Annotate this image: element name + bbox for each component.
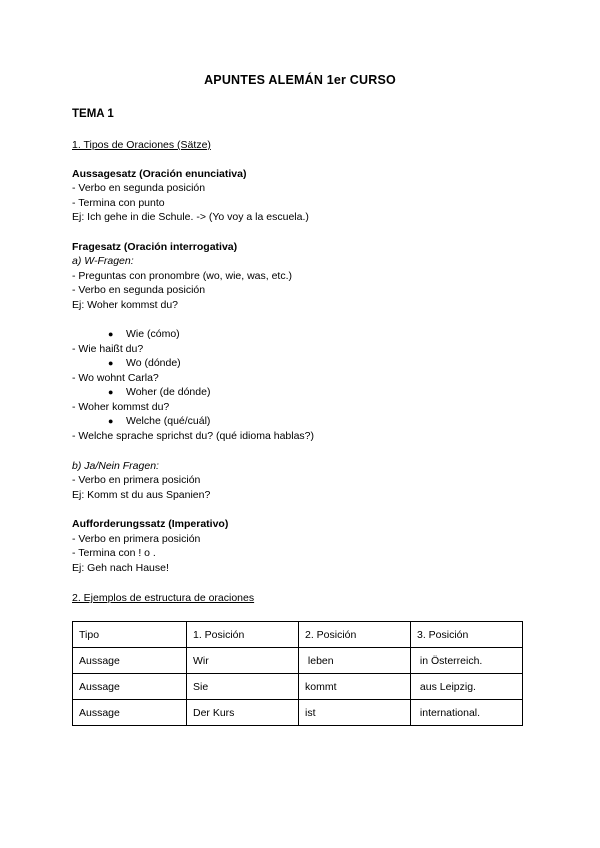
list-item: [108, 385, 210, 399]
table-cell: Aussage: [73, 674, 187, 700]
table-header-cell: 3. Posición: [411, 622, 523, 648]
list-item: [108, 327, 180, 341]
table-row: [73, 648, 523, 674]
table-cell: aus Leipzig.: [411, 674, 523, 700]
fragesatz-example: Ej: Komm st du aus Spanien?: [72, 489, 211, 501]
fragesatz-example: - Welche sprache sprichst du? (qué idioma hablas?): [72, 430, 315, 442]
bullet-icon: ●: [108, 387, 114, 397]
table-cell: leben: [299, 648, 411, 674]
fragesatz-line: - Verbo en primera posición: [72, 474, 201, 486]
bullet-icon: ●: [108, 416, 114, 426]
fragesatz-line: - Preguntas con pronombre (wo, wie, was, etc.): [72, 270, 293, 282]
list-item: [108, 414, 210, 428]
document-title: APUNTES ALEMÁN 1er CURSO: [204, 73, 396, 87]
aussagesatz-example: Ej: Ich gehe in die Schule. -> (Yo voy a la escuela.): [72, 211, 309, 223]
fragesatz-example: - Woher kommst du?: [72, 401, 170, 413]
table-header-row: [73, 622, 523, 648]
table-cell: Der Kurs: [187, 700, 299, 726]
table-cell: kommt: [299, 674, 411, 700]
table-cell: Sie: [187, 674, 299, 700]
table-cell: Wir: [187, 648, 299, 674]
list-item-label: Welche (qué/cuál): [126, 415, 211, 427]
table-header-cell: Tipo: [73, 622, 187, 648]
table-header-cell: 1. Posición: [187, 622, 299, 648]
w-fragen-label: a) W-Fragen:: [72, 255, 134, 267]
list-item-label: Wo (dónde): [126, 357, 181, 369]
table-cell: Aussage: [73, 648, 187, 674]
aufforderungssatz-example: Ej: Geh nach Hause!: [72, 562, 169, 574]
table-cell: Aussage: [73, 700, 187, 726]
tema-heading: TEMA 1: [72, 108, 114, 120]
table-row: [73, 674, 523, 700]
bullet-icon: ●: [108, 358, 114, 368]
fragesatz-heading: Fragesatz (Oración interrogativa): [72, 241, 238, 253]
table-cell: ist: [299, 700, 411, 726]
fragesatz-example: - Wo wohnt Carla?: [72, 372, 159, 384]
bullet-icon: ●: [108, 329, 114, 339]
aussagesatz-line: - Termina con punto: [72, 197, 165, 209]
aufforderungssatz-line: - Verbo en primera posición: [72, 533, 201, 545]
list-item: [108, 356, 181, 370]
fragesatz-example: - Wie haißt du?: [72, 343, 144, 355]
ja-nein-label: b) Ja/Nein Fragen:: [72, 460, 159, 472]
aufforderungssatz-line: - Termina con ! o .: [72, 547, 156, 559]
table-row: [73, 700, 523, 726]
section2-heading: 2. Ejemplos de estructura de oraciones: [72, 592, 255, 604]
aufforderungssatz-heading: Aufforderungssatz (Imperativo): [72, 518, 229, 530]
aussagesatz-line: - Verbo en segunda posición: [72, 182, 206, 194]
aussagesatz-heading: Aussagesatz (Oración enunciativa): [72, 168, 247, 180]
section1-heading: 1. Tipos de Oraciones (Sätze): [72, 139, 211, 151]
table-header-cell: 2. Posición: [299, 622, 411, 648]
list-item-label: Wie (cómo): [126, 328, 180, 340]
table-cell: international.: [411, 700, 523, 726]
fragesatz-line: - Verbo en segunda posición: [72, 284, 206, 296]
sentence-structure-table: [72, 621, 523, 726]
list-item-label: Woher (de dónde): [126, 386, 211, 398]
table-cell: in Österreich.: [411, 648, 523, 674]
fragesatz-example: Ej: Woher kommst du?: [72, 299, 179, 311]
